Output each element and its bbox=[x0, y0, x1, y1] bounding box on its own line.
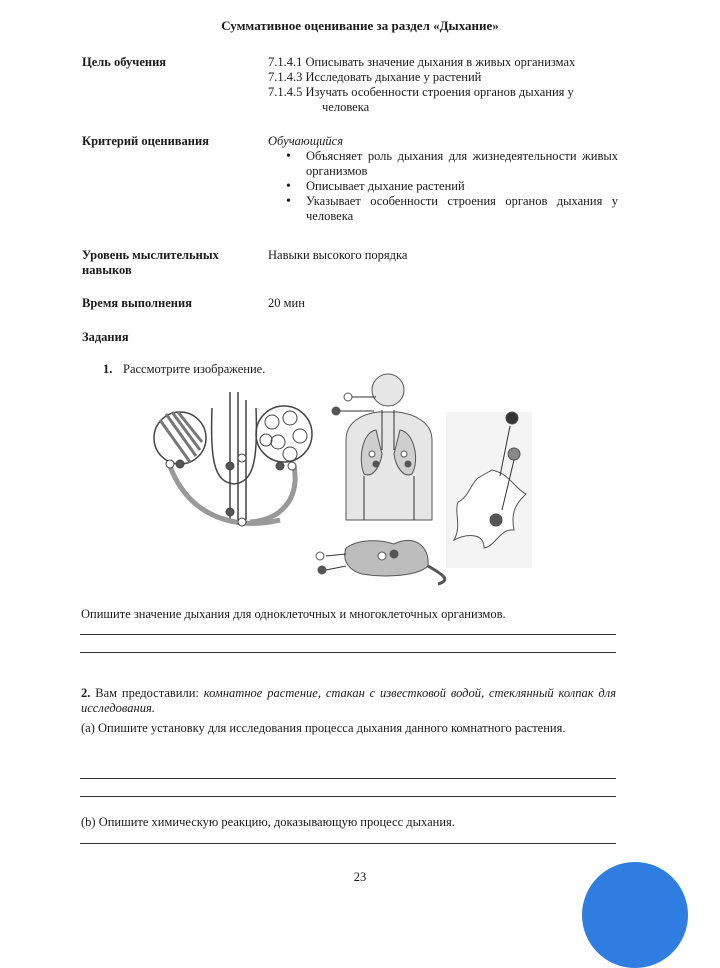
answer-line[interactable] bbox=[80, 843, 616, 844]
page-number: 23 bbox=[353, 870, 367, 884]
task2-part-a: (а) Опишите установку для исследования процесса дыхания данного комнатного растения. bbox=[81, 721, 566, 735]
amoeba-diagram bbox=[446, 412, 532, 568]
respiration-illustration bbox=[150, 370, 540, 600]
document-title: Суммативное оценивание за раздел «Дыхание» bbox=[221, 18, 499, 33]
task2-block bbox=[81, 686, 616, 716]
cell-respiration-diagram bbox=[154, 392, 312, 526]
task2-part-b: (b) Опишите химическую реакцию, доказывающую процесс дыхания. bbox=[81, 815, 455, 829]
tasks-heading: Задания bbox=[82, 330, 129, 344]
task2-intro: Вам предоставили: bbox=[95, 686, 199, 700]
rat-diagram bbox=[316, 540, 445, 584]
objective-item: человека bbox=[322, 100, 370, 114]
objective-item: 7.1.4.3 Исследовать дыхание у растений bbox=[268, 70, 482, 84]
floating-action-button[interactable] bbox=[582, 862, 688, 968]
criteria-block bbox=[268, 134, 618, 224]
time-value: 20 мин bbox=[268, 296, 305, 310]
answer-line[interactable] bbox=[80, 778, 616, 779]
thinking-level-value: Навыки высокого порядка bbox=[268, 248, 408, 262]
objective-item: 7.1.4.1 Описывать значение дыхания в живых организмах bbox=[268, 55, 576, 69]
objectives-list bbox=[268, 55, 618, 115]
criteria-item: • Описывает дыхание растений bbox=[306, 179, 618, 194]
criteria-label: Критерий оценивания bbox=[82, 134, 209, 148]
answer-line[interactable] bbox=[80, 796, 616, 797]
task1-text: Рассмотрите изображение. bbox=[123, 362, 266, 376]
criteria-intro: Обучающийся bbox=[268, 134, 344, 148]
objective-item: 7.1.4.5 Изучать особенности строения органов дыхания у bbox=[268, 85, 574, 99]
criteria-item: • Указывает особенности строения органов дыхания у человека bbox=[306, 194, 618, 224]
task1-number: 1. bbox=[103, 362, 113, 376]
time-label: Время выполнения bbox=[82, 296, 192, 310]
answer-line[interactable] bbox=[80, 652, 616, 653]
objectives-label: Цель обучения bbox=[82, 55, 167, 69]
task2-materials: комнатное растение, стакан с известковой водой, стеклянный колпак для исследования. bbox=[81, 686, 617, 715]
answer-line[interactable] bbox=[80, 634, 616, 635]
human-lungs-diagram bbox=[332, 374, 432, 520]
task1-question: Опишите значение дыхания для одноклеточных и многоклеточных организмов. bbox=[81, 607, 506, 621]
task2-number: 2. bbox=[81, 686, 91, 700]
thinking-level-label: Уровень мыслительных навыков bbox=[82, 248, 219, 277]
criteria-item: • Объясняет роль дыхания для жизнедеятельности живых организмов bbox=[306, 149, 618, 179]
